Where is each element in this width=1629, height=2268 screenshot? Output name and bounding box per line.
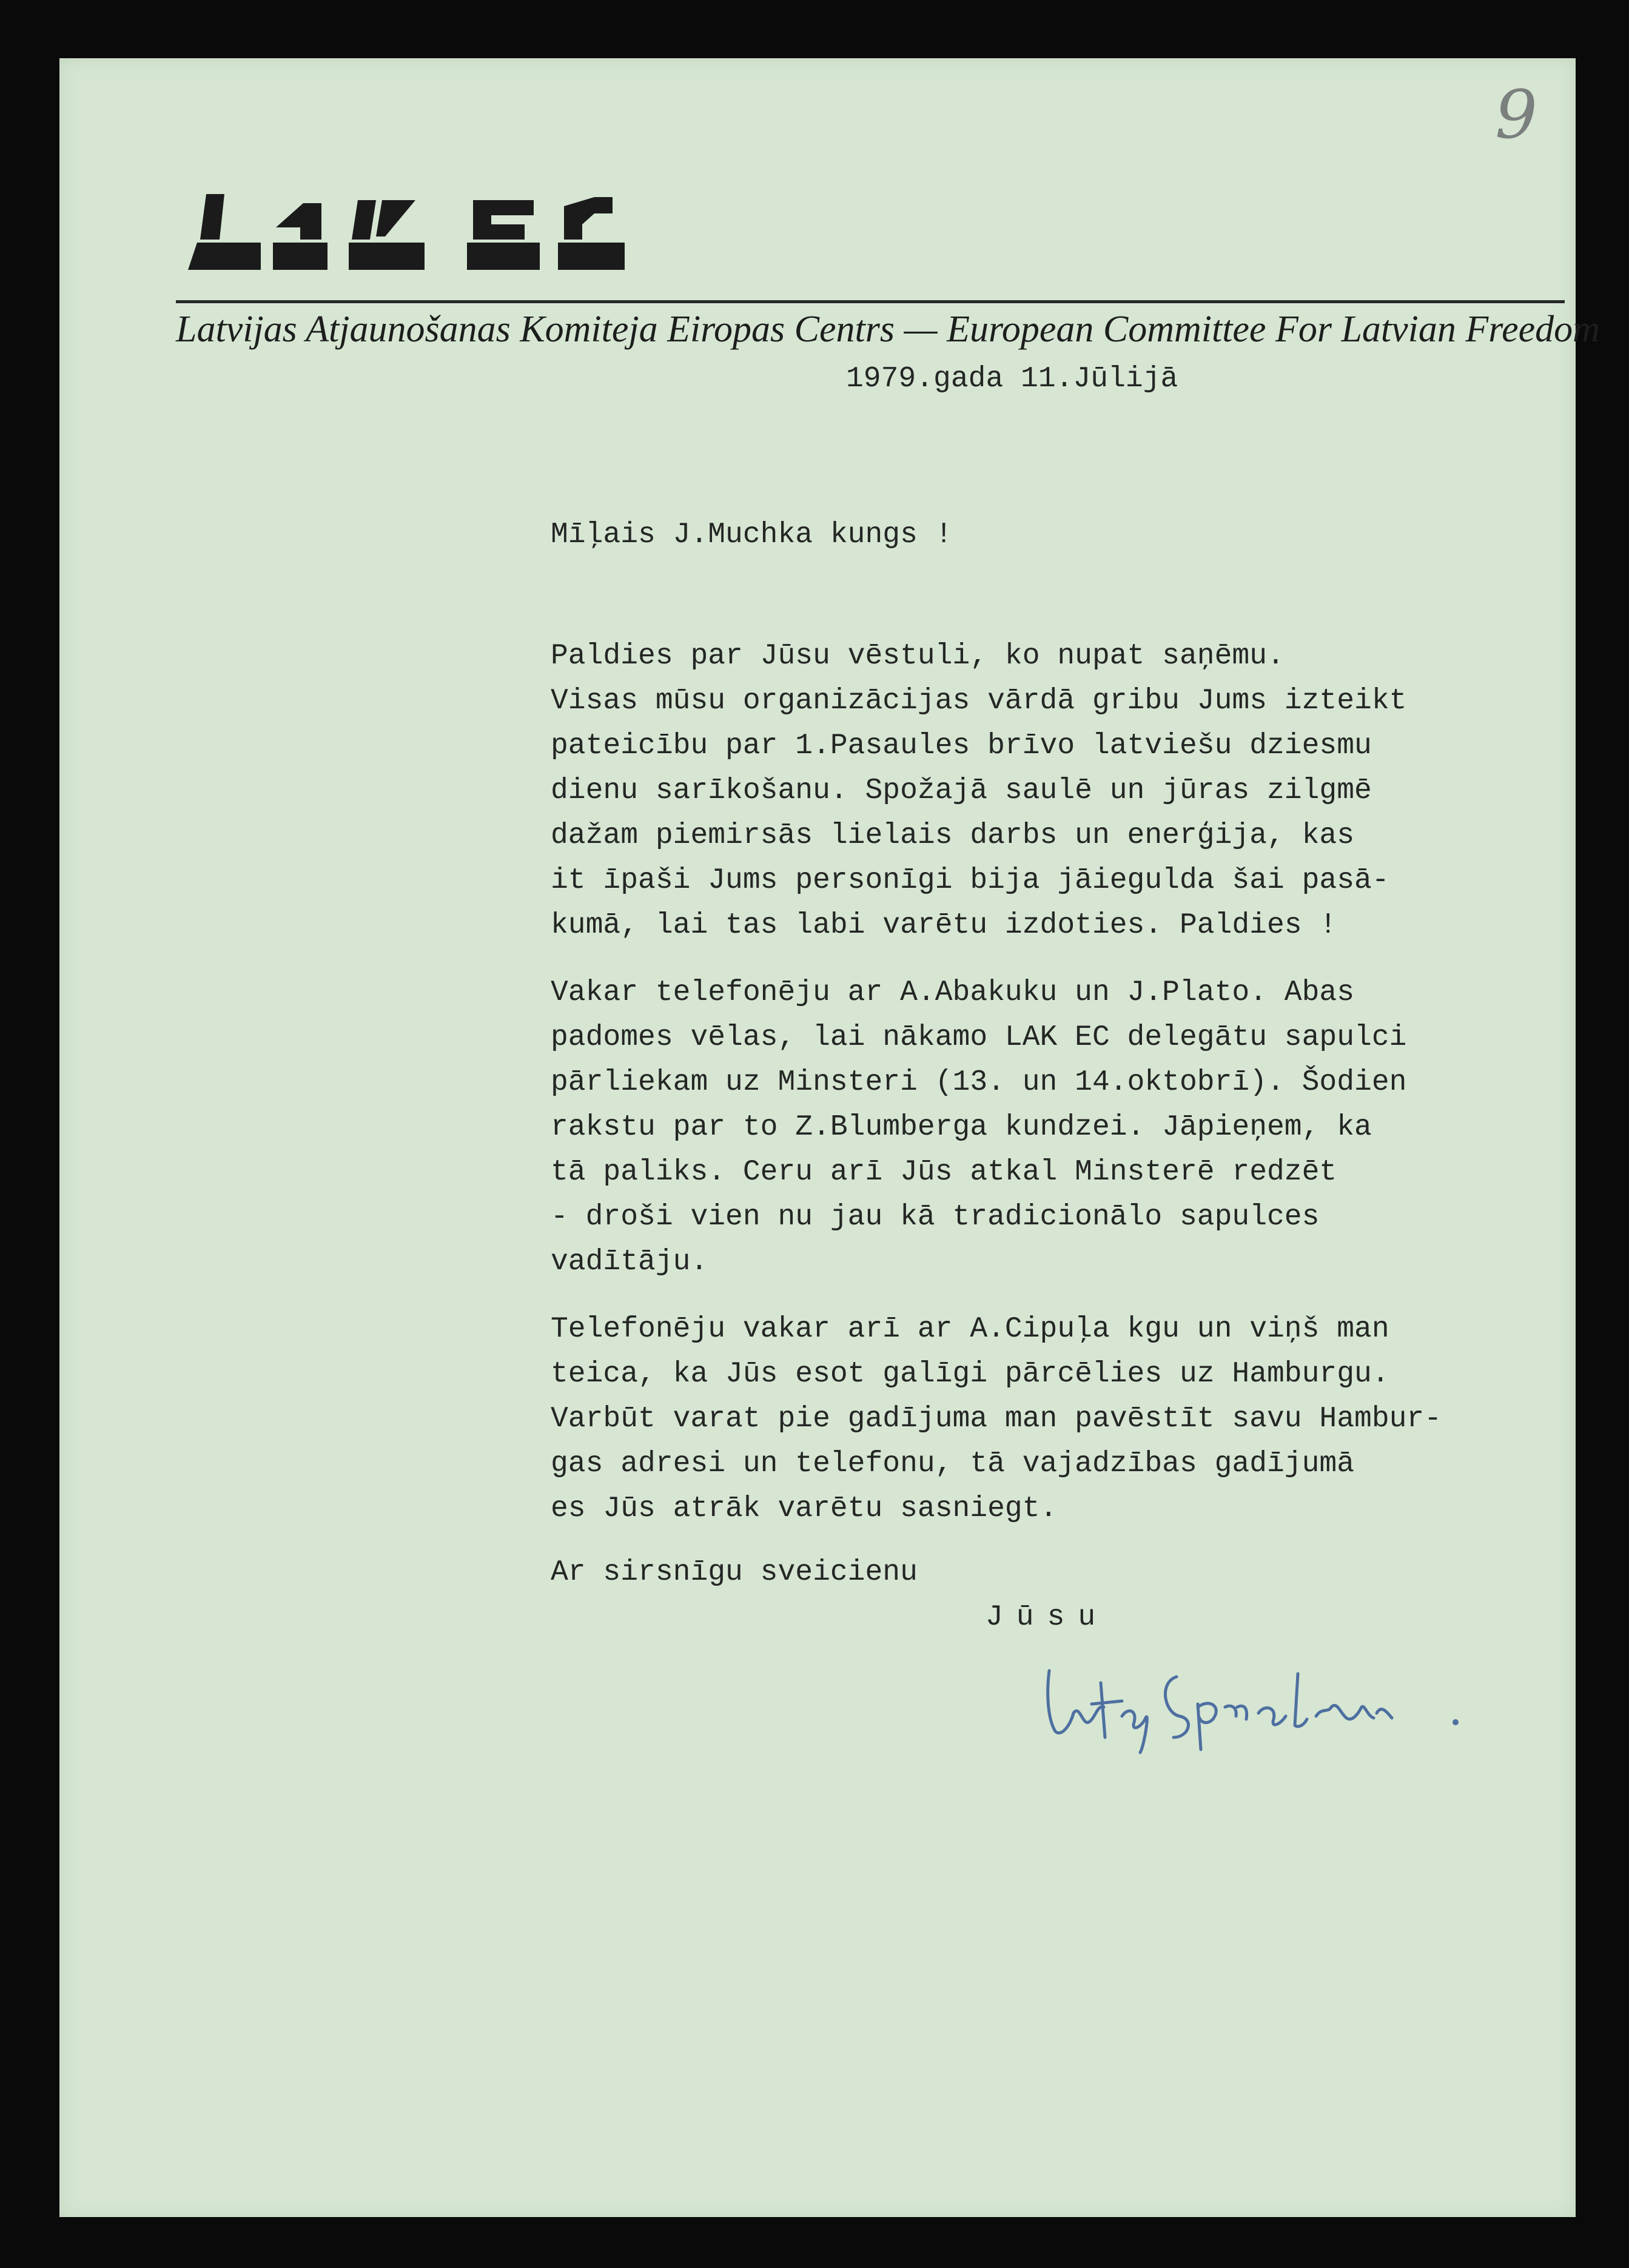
- closing-text: Ar sirsnīgu sveicienu: [551, 1556, 918, 1589]
- text-line: pateicību par 1.Pasaules brīvo latviešu dziesmu: [551, 730, 1372, 762]
- text-line: rakstu par to Z.Blumberga kundzei. Jāpieņem, ka: [551, 1111, 1372, 1144]
- closing: [551, 1550, 918, 1595]
- text-line: gas adresi un telefonu, tā vajadzības gadījumā: [551, 1448, 1355, 1480]
- handwritten-signature: [1037, 1646, 1474, 1756]
- text-line: kumā, lai tas labi varētu izdoties. Paldies !: [551, 909, 1337, 942]
- text-line: tā paliks. Ceru arī Jūs atkal Minsterē redzēt: [551, 1156, 1337, 1189]
- paragraph-1: [551, 634, 1406, 948]
- letterhead-divider: [176, 300, 1565, 303]
- text-line: teica, ka Jūs esot galīgi pārcēlies uz Hamburgu.: [551, 1358, 1389, 1391]
- text-line: Telefonēju vakar arī ar A.Cipuļa kgu un viņš man: [551, 1313, 1389, 1346]
- salutation: [551, 512, 953, 557]
- text-line: vadītāju.: [551, 1246, 708, 1278]
- text-line: Paldies par Jūsu vēstuli, ko nupat saņēmu.: [551, 640, 1285, 673]
- text-line: pārliekam uz Minsteri (13. un 14.oktobrī). Šodien: [551, 1066, 1407, 1099]
- text-line: dienu sarīkošanu. Spožajā saulē un jūras zilgmē: [551, 774, 1372, 807]
- letter-date: 1979.gada 11.Jūlijā: [846, 363, 1178, 395]
- salutation-text: Mīļais J.Muchka kungs !: [551, 518, 953, 551]
- text-line: - droši vien nu jau kā tradicionālo sapulces: [551, 1201, 1320, 1233]
- text-line: dažam piemirsās lielais darbs un enerģija, kas: [551, 819, 1355, 852]
- paragraph-2: [551, 970, 1406, 1284]
- page-number: 9: [1495, 76, 1537, 153]
- sign-off: Jūsu: [986, 1601, 1109, 1634]
- organization-name: Latvijas Atjaunošanas Komiteja Eiropas Centrs — European Committee For Latvian Freedom: [176, 309, 1600, 350]
- text-line: padomes vēlas, lai nākamo LAK EC delegātu sapulci: [551, 1021, 1407, 1054]
- paragraph-3: [551, 1307, 1442, 1531]
- text-line: Visas mūsu organizācijas vārdā gribu Jums izteikt: [551, 685, 1407, 717]
- text-line: es Jūs atrāk varētu sasniegt.: [551, 1492, 1058, 1525]
- text-line: Varbūt varat pie gadījuma man pavēstīt savu Hambur-: [551, 1403, 1442, 1435]
- text-line: Vakar telefonēju ar A.Abakuku un J.Plato. Abas: [551, 976, 1355, 1009]
- text-line: it īpaši Jums personīgi bija jāiegulda šai pasā-: [551, 864, 1389, 897]
- lak-ec-logo: [176, 194, 704, 279]
